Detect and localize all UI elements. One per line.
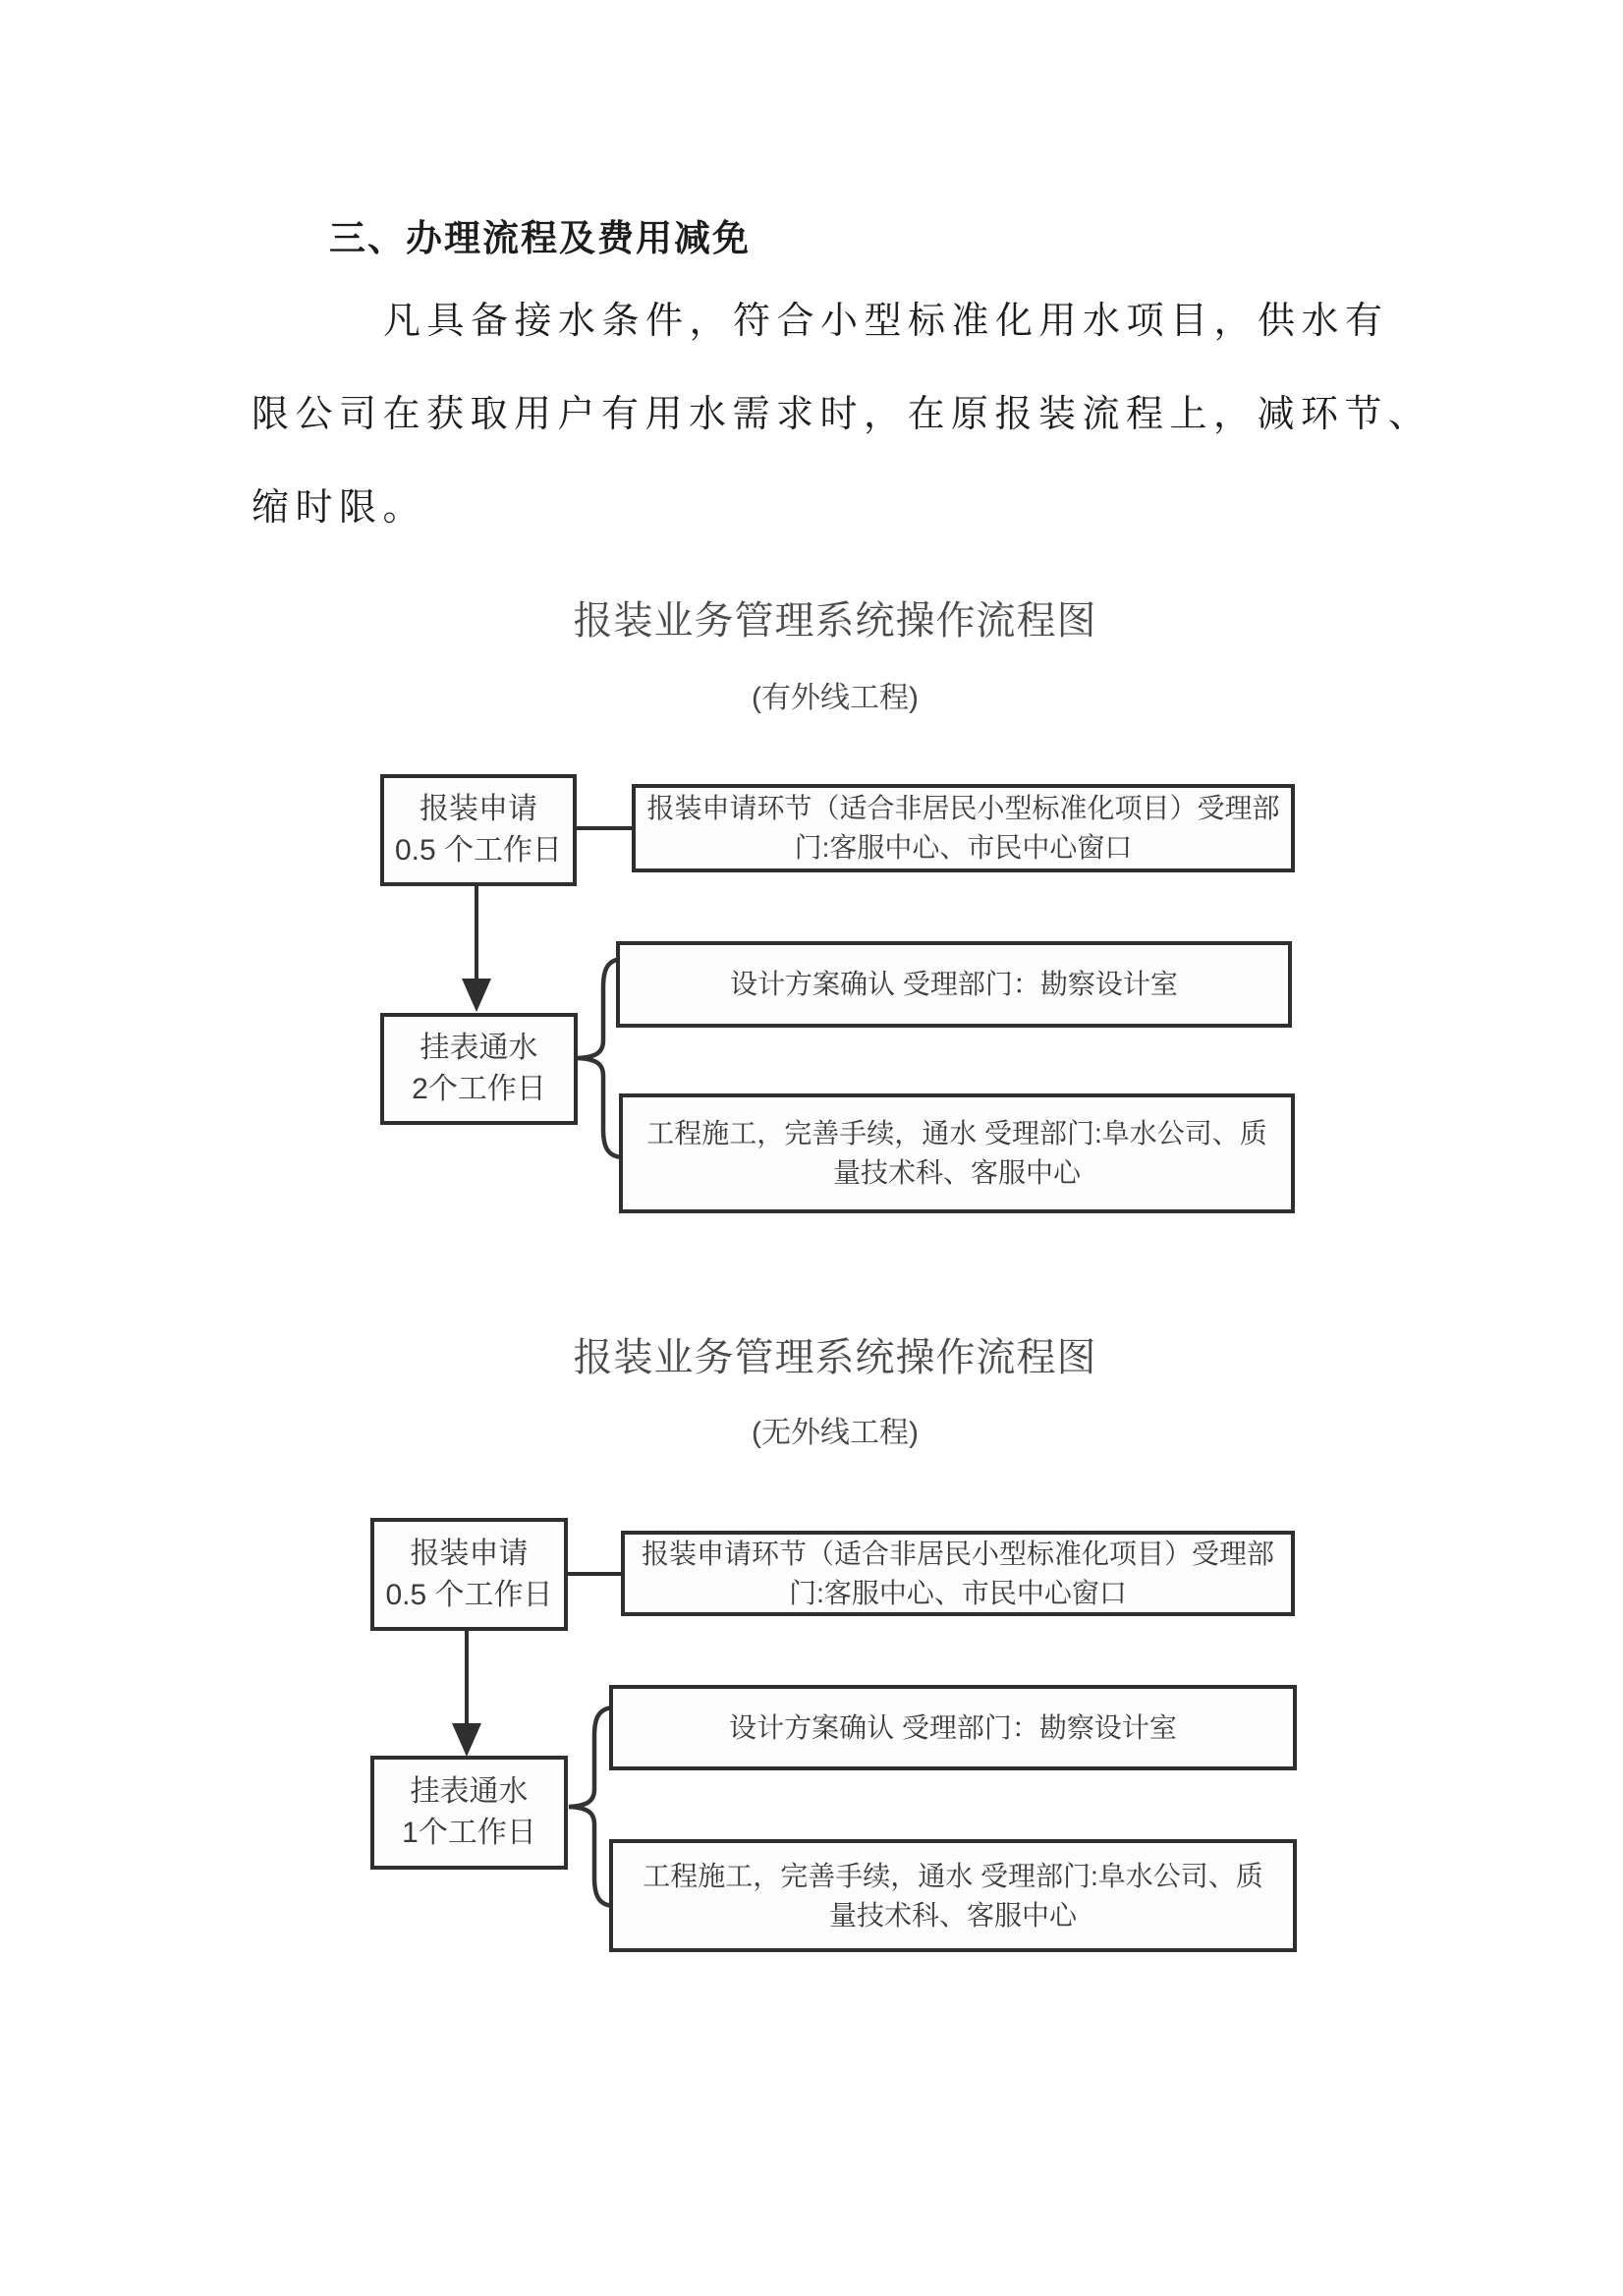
process-box-label: 挂表通水 (410, 1775, 529, 1808)
paragraph-line: 缩时限。 (252, 487, 427, 529)
detail-box-design (609, 1685, 1297, 1770)
detail-box-text: 设计方案确认 受理部门：勘察设计室 (729, 1711, 1177, 1743)
detail-box-text: 工程施工，完善手续，通水 受理部门:阜水公司、质 (643, 1860, 1263, 1891)
process-box-label: 挂表通水 (420, 1032, 538, 1064)
process-box-label: 报装申请 (420, 793, 537, 825)
flowchart-title: 报装业务管理系统操作流程图 (573, 1336, 1097, 1379)
process-box-meter (380, 1013, 578, 1125)
process-box-duration: 0.5 个工作日 (394, 834, 563, 867)
detail-box-construction (619, 1093, 1295, 1213)
process-box-label: 报装申请 (410, 1537, 529, 1570)
detail-box-text: 设计方案确认 受理部门：勘察设计室 (730, 969, 1178, 999)
detail-box-text: 量技术科、客服中心 (828, 1899, 1077, 1931)
flowchart-subtitle: (有外线工程) (752, 682, 919, 714)
flowchart-title: 报装业务管理系统操作流程图 (573, 599, 1097, 643)
process-box-duration: 2个工作日 (412, 1073, 546, 1105)
process-box-duration: 1个工作日 (402, 1817, 536, 1849)
connector-line (577, 826, 634, 830)
detail-box-text: 门:客服中心、市民中心窗口 (789, 1577, 1127, 1608)
detail-box-design (616, 941, 1292, 1028)
flowchart-subtitle: (无外线工程) (752, 1417, 919, 1449)
detail-box-apply-step (621, 1531, 1295, 1616)
process-box-apply (380, 774, 577, 886)
detail-box-apply-step (632, 784, 1295, 872)
down-arrow-icon (462, 979, 491, 1012)
body-paragraph (252, 275, 1499, 555)
down-arrow-shaft (475, 886, 478, 982)
detail-box-text: 工程施工，完善手续，通水 受理部门:阜水公司、质 (646, 1118, 1267, 1148)
paragraph-line: 限公司在获取用户有用水需求时，在原报装流程上，减环节、 (252, 394, 1432, 435)
down-arrow-icon (452, 1723, 481, 1757)
process-box-apply (370, 1518, 568, 1631)
detail-box-construction (609, 1839, 1297, 1952)
detail-box-text: 门:客服中心、市民中心窗口 (794, 832, 1133, 863)
process-box-meter (370, 1756, 568, 1870)
connector-line (568, 1572, 623, 1576)
detail-box-text: 量技术科、客服中心 (832, 1157, 1081, 1188)
detail-box-text: 报装申请环节（适合非居民小型标准化项目）受理部 (646, 793, 1280, 823)
section-heading: 三、办理流程及费用减免 (329, 219, 751, 259)
process-box-duration: 0.5 个工作日 (385, 1578, 553, 1611)
flowchart-with-external-works (334, 589, 1336, 1238)
detail-box-text: 报装申请环节（适合非居民小型标准化项目）受理部 (641, 1538, 1274, 1569)
paragraph-line: 凡具备接水条件，符合小型标准化用水项目，供水有 (383, 301, 1389, 342)
flowchart-without-external-works (334, 1321, 1336, 1970)
down-arrow-shaft (465, 1631, 469, 1727)
